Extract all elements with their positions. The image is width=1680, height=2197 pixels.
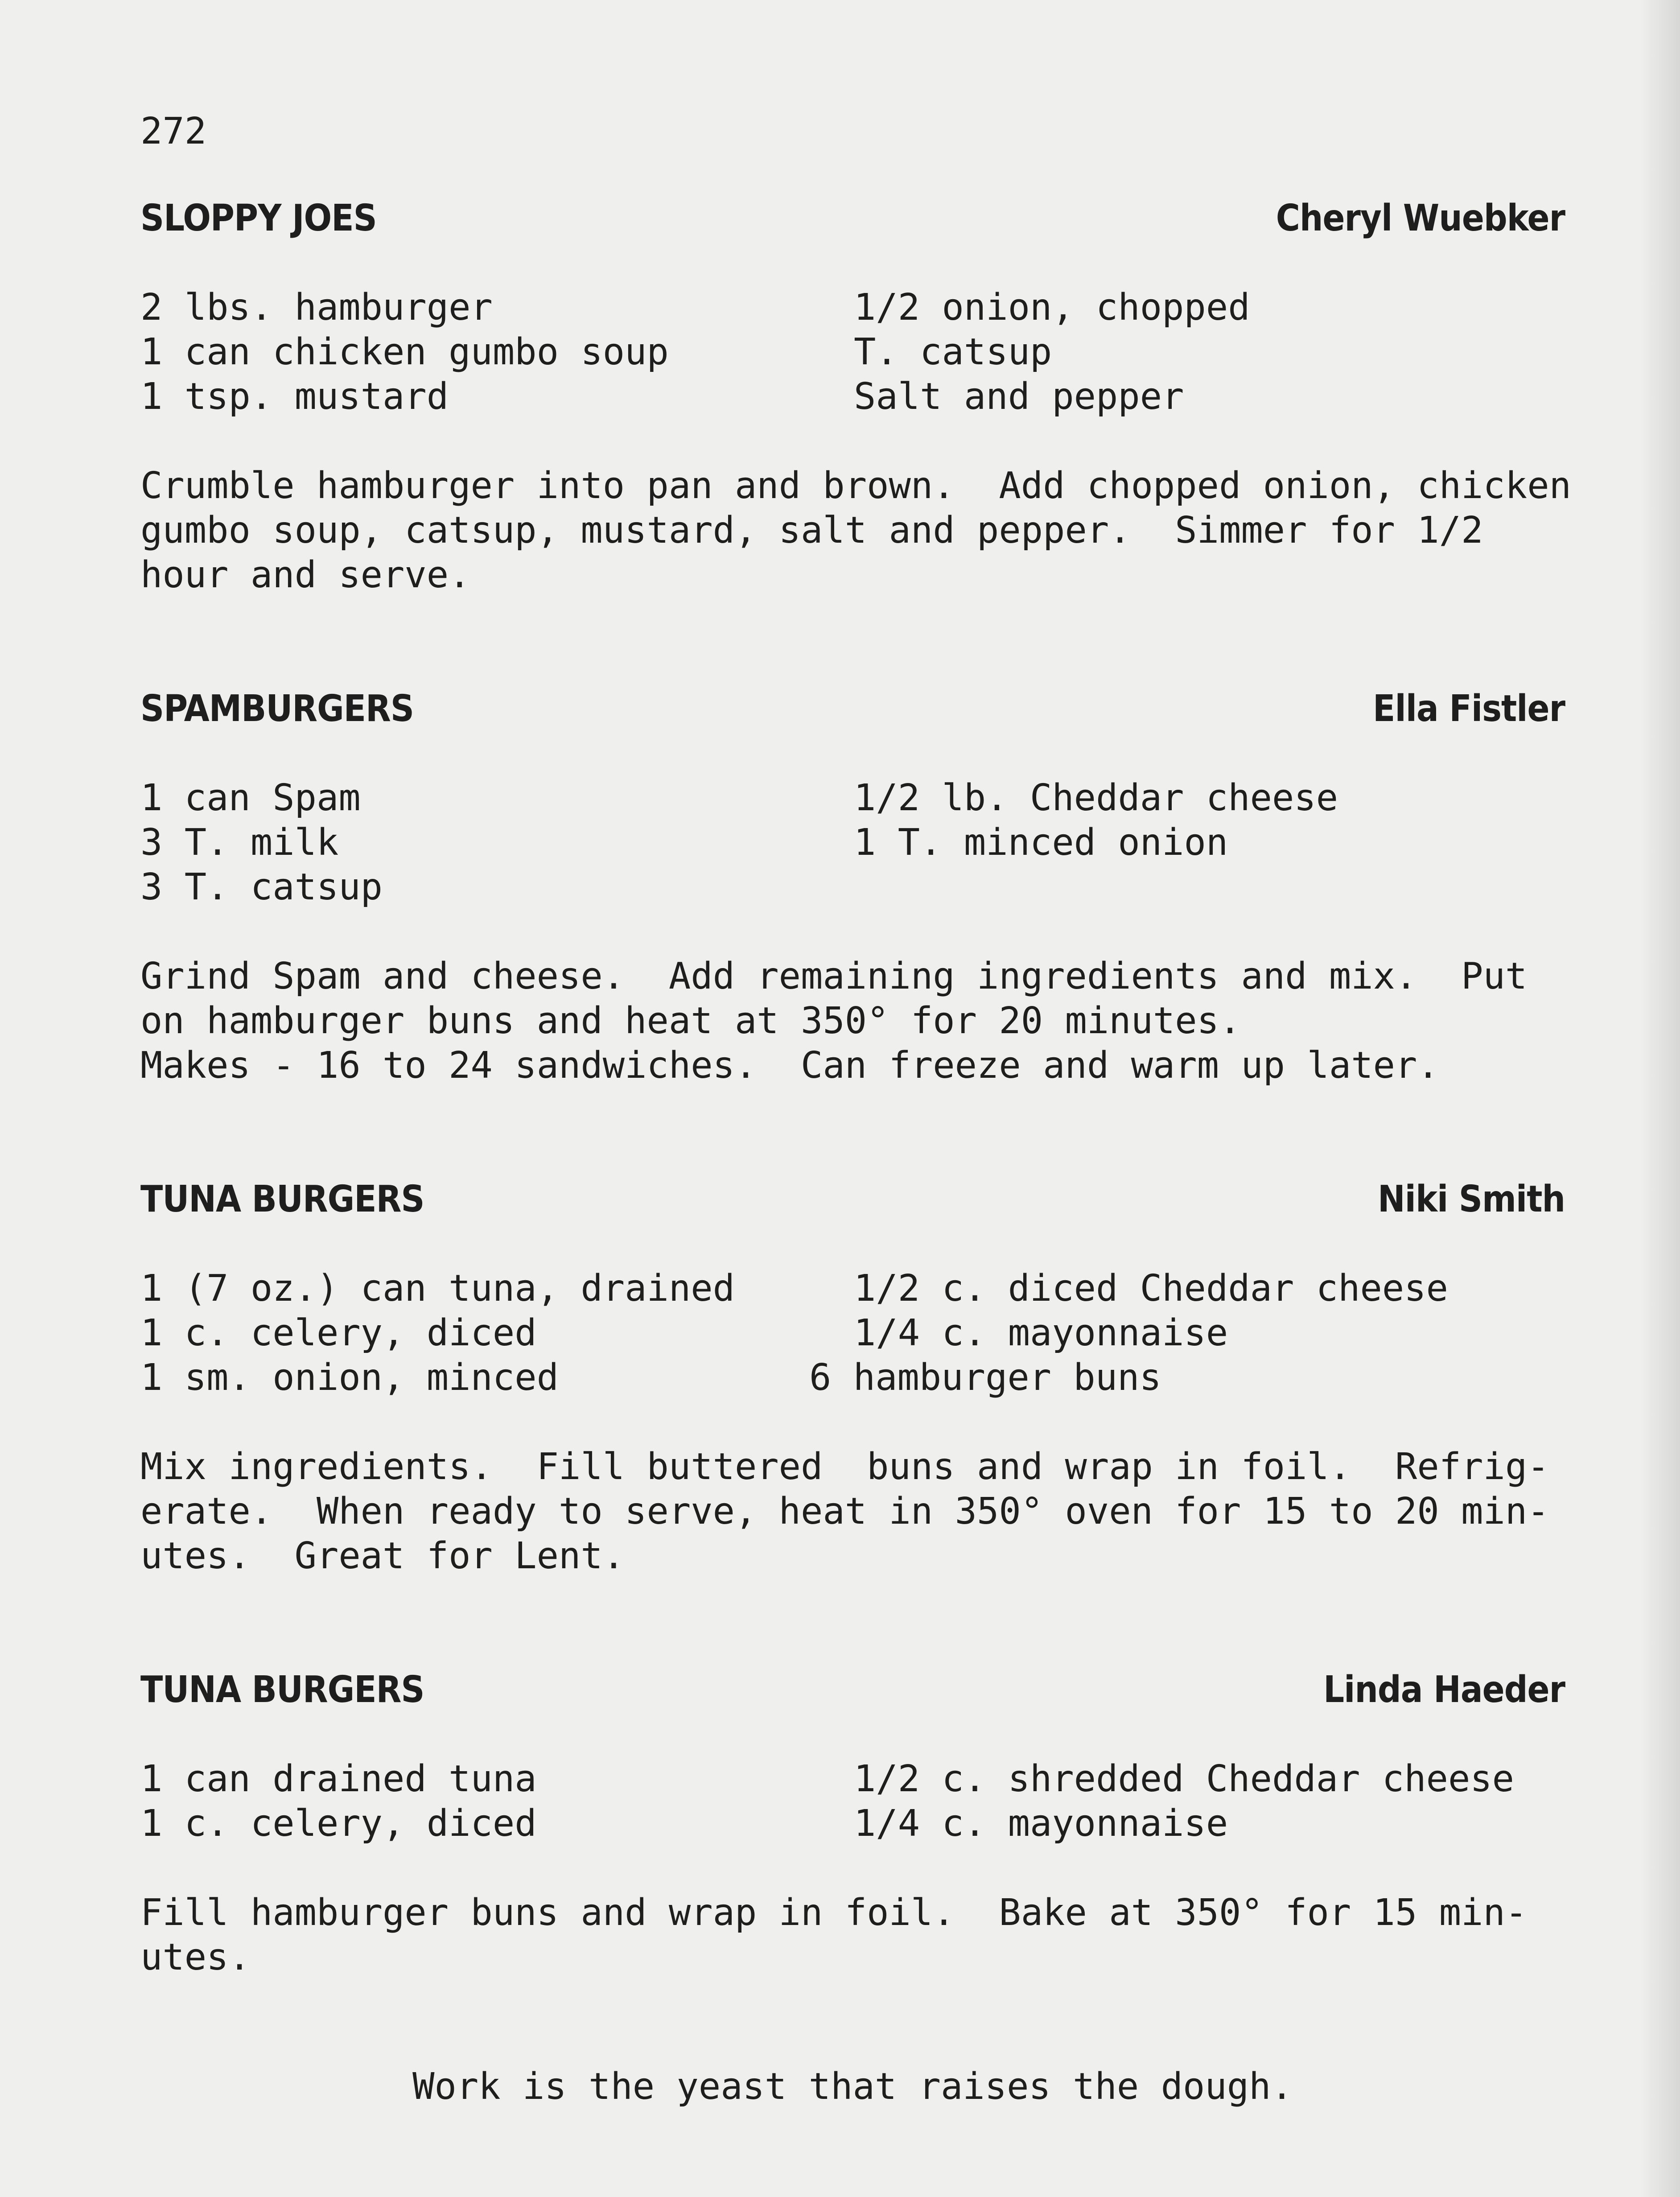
- directions-line: Grind Spam and cheese. Add remaining ingredients and mix. Put: [140, 955, 1528, 998]
- ingredient: 1 (7 oz.) can tuna, drained: [140, 1267, 735, 1310]
- ingredient-row: [140, 865, 1565, 910]
- ingredient: 1 c. celery, diced: [140, 1802, 537, 1845]
- recipe-author: Linda Haeder: [1323, 1669, 1565, 1711]
- recipe-title: SLOPPY JOES: [140, 197, 377, 239]
- ingredient-list: [140, 285, 1565, 419]
- recipe-directions: [140, 464, 1571, 598]
- directions-line: on hamburger buns and heat at 350° for 20 minutes.: [140, 1000, 1241, 1042]
- recipe-author: Cheryl Wuebker: [1276, 197, 1565, 239]
- ingredient: 1 can drained tuna: [140, 1758, 537, 1800]
- recipe-header: [140, 196, 1565, 241]
- ingredient-row: [140, 375, 1565, 419]
- ingredient: 1/4 c. mayonnaise: [854, 1802, 1228, 1845]
- directions-line: gumbo soup, catsup, mustard, salt and pepper. Simmer for 1/2: [140, 509, 1483, 552]
- recipe-directions: [140, 954, 1565, 1088]
- ingredient: Salt and pepper: [854, 375, 1184, 418]
- ingredient: 1/4 c. mayonnaise: [854, 1312, 1228, 1354]
- directions-line: utes.: [140, 1936, 251, 1979]
- recipe-spamburgers: [140, 687, 1565, 1088]
- ingredient: 3 T. catsup: [140, 866, 383, 908]
- ingredient-row: [140, 1757, 1565, 1801]
- ingredient-list: [140, 776, 1565, 910]
- ingredient: 3 T. milk: [140, 821, 339, 864]
- recipe-directions: [140, 1445, 1565, 1579]
- directions-line: erate. When ready to serve, heat in 350° oven for 15 to 20 min-: [140, 1490, 1549, 1533]
- recipe-directions: [140, 1891, 1565, 1980]
- recipe-title: SPAMBURGERS: [140, 688, 414, 730]
- ingredient-list: [140, 1757, 1565, 1846]
- ingredient: T. catsup: [854, 331, 1052, 373]
- ingredient: 2 lbs. hamburger: [140, 286, 493, 329]
- ingredient-row: [140, 285, 1565, 330]
- ingredient: 1/2 onion, chopped: [854, 286, 1250, 329]
- recipe-title: TUNA BURGERS: [140, 1669, 424, 1711]
- directions-line: utes. Great for Lent.: [140, 1535, 625, 1577]
- ingredient-row: [140, 1311, 1565, 1356]
- ingredient-row: [140, 820, 1565, 865]
- cookbook-page: [140, 0, 1585, 2197]
- recipe-author: Ella Fistler: [1373, 688, 1565, 730]
- recipe-header: [140, 1668, 1565, 1712]
- ingredient-list: [140, 1266, 1565, 1400]
- recipe-tuna-burgers-smith: [140, 1177, 1565, 1579]
- ingredient: 1/2 c. shredded Cheddar cheese: [854, 1758, 1515, 1800]
- page-edge-shadow: [1640, 0, 1680, 2197]
- directions-line: Makes - 16 to 24 sandwiches. Can freeze and warm up later.: [140, 1044, 1439, 1087]
- recipe-author: Niki Smith: [1377, 1178, 1565, 1220]
- ingredient: 1 sm. onion, minced: [140, 1356, 559, 1399]
- ingredient: 1 tsp. mustard: [140, 375, 449, 418]
- recipe-title: TUNA BURGERS: [140, 1178, 424, 1220]
- ingredient: 1 c. celery, diced: [140, 1312, 537, 1354]
- directions-line: Mix ingredients. Fill buttered buns and wrap in foil. Refrig-: [140, 1446, 1549, 1488]
- ingredient: 1 can chicken gumbo soup: [140, 331, 669, 373]
- ingredient-row: [140, 330, 1565, 375]
- ingredient: 1/2 lb. Cheddar cheese: [854, 777, 1338, 819]
- ingredient-row: [140, 1801, 1565, 1846]
- recipe-sloppy-joes: [140, 196, 1571, 598]
- ingredient: 6 hamburger buns: [809, 1356, 1161, 1399]
- ingredient: 1 T. minced onion: [854, 821, 1228, 864]
- ingredient: 1/2 c. diced Cheddar cheese: [854, 1267, 1448, 1310]
- ingredient-row: [140, 1356, 1565, 1400]
- ingredient-row: [140, 1266, 1565, 1311]
- ingredient-row: [140, 776, 1565, 820]
- directions-line: Crumble hamburger into pan and brown. Add chopped onion, chicken: [140, 465, 1571, 507]
- page-number: 272: [140, 110, 207, 153]
- ingredient: 1 can Spam: [140, 777, 361, 819]
- recipe-header: [140, 1177, 1565, 1222]
- recipe-tuna-burgers-haeder: [140, 1668, 1565, 1980]
- directions-line: hour and serve.: [140, 554, 471, 596]
- recipe-header: [140, 687, 1565, 731]
- directions-line: Fill hamburger buns and wrap in foil. Bake at 350° for 15 min-: [140, 1892, 1528, 1934]
- footer-quote: Work is the yeast that raises the dough.: [412, 2065, 1293, 2108]
